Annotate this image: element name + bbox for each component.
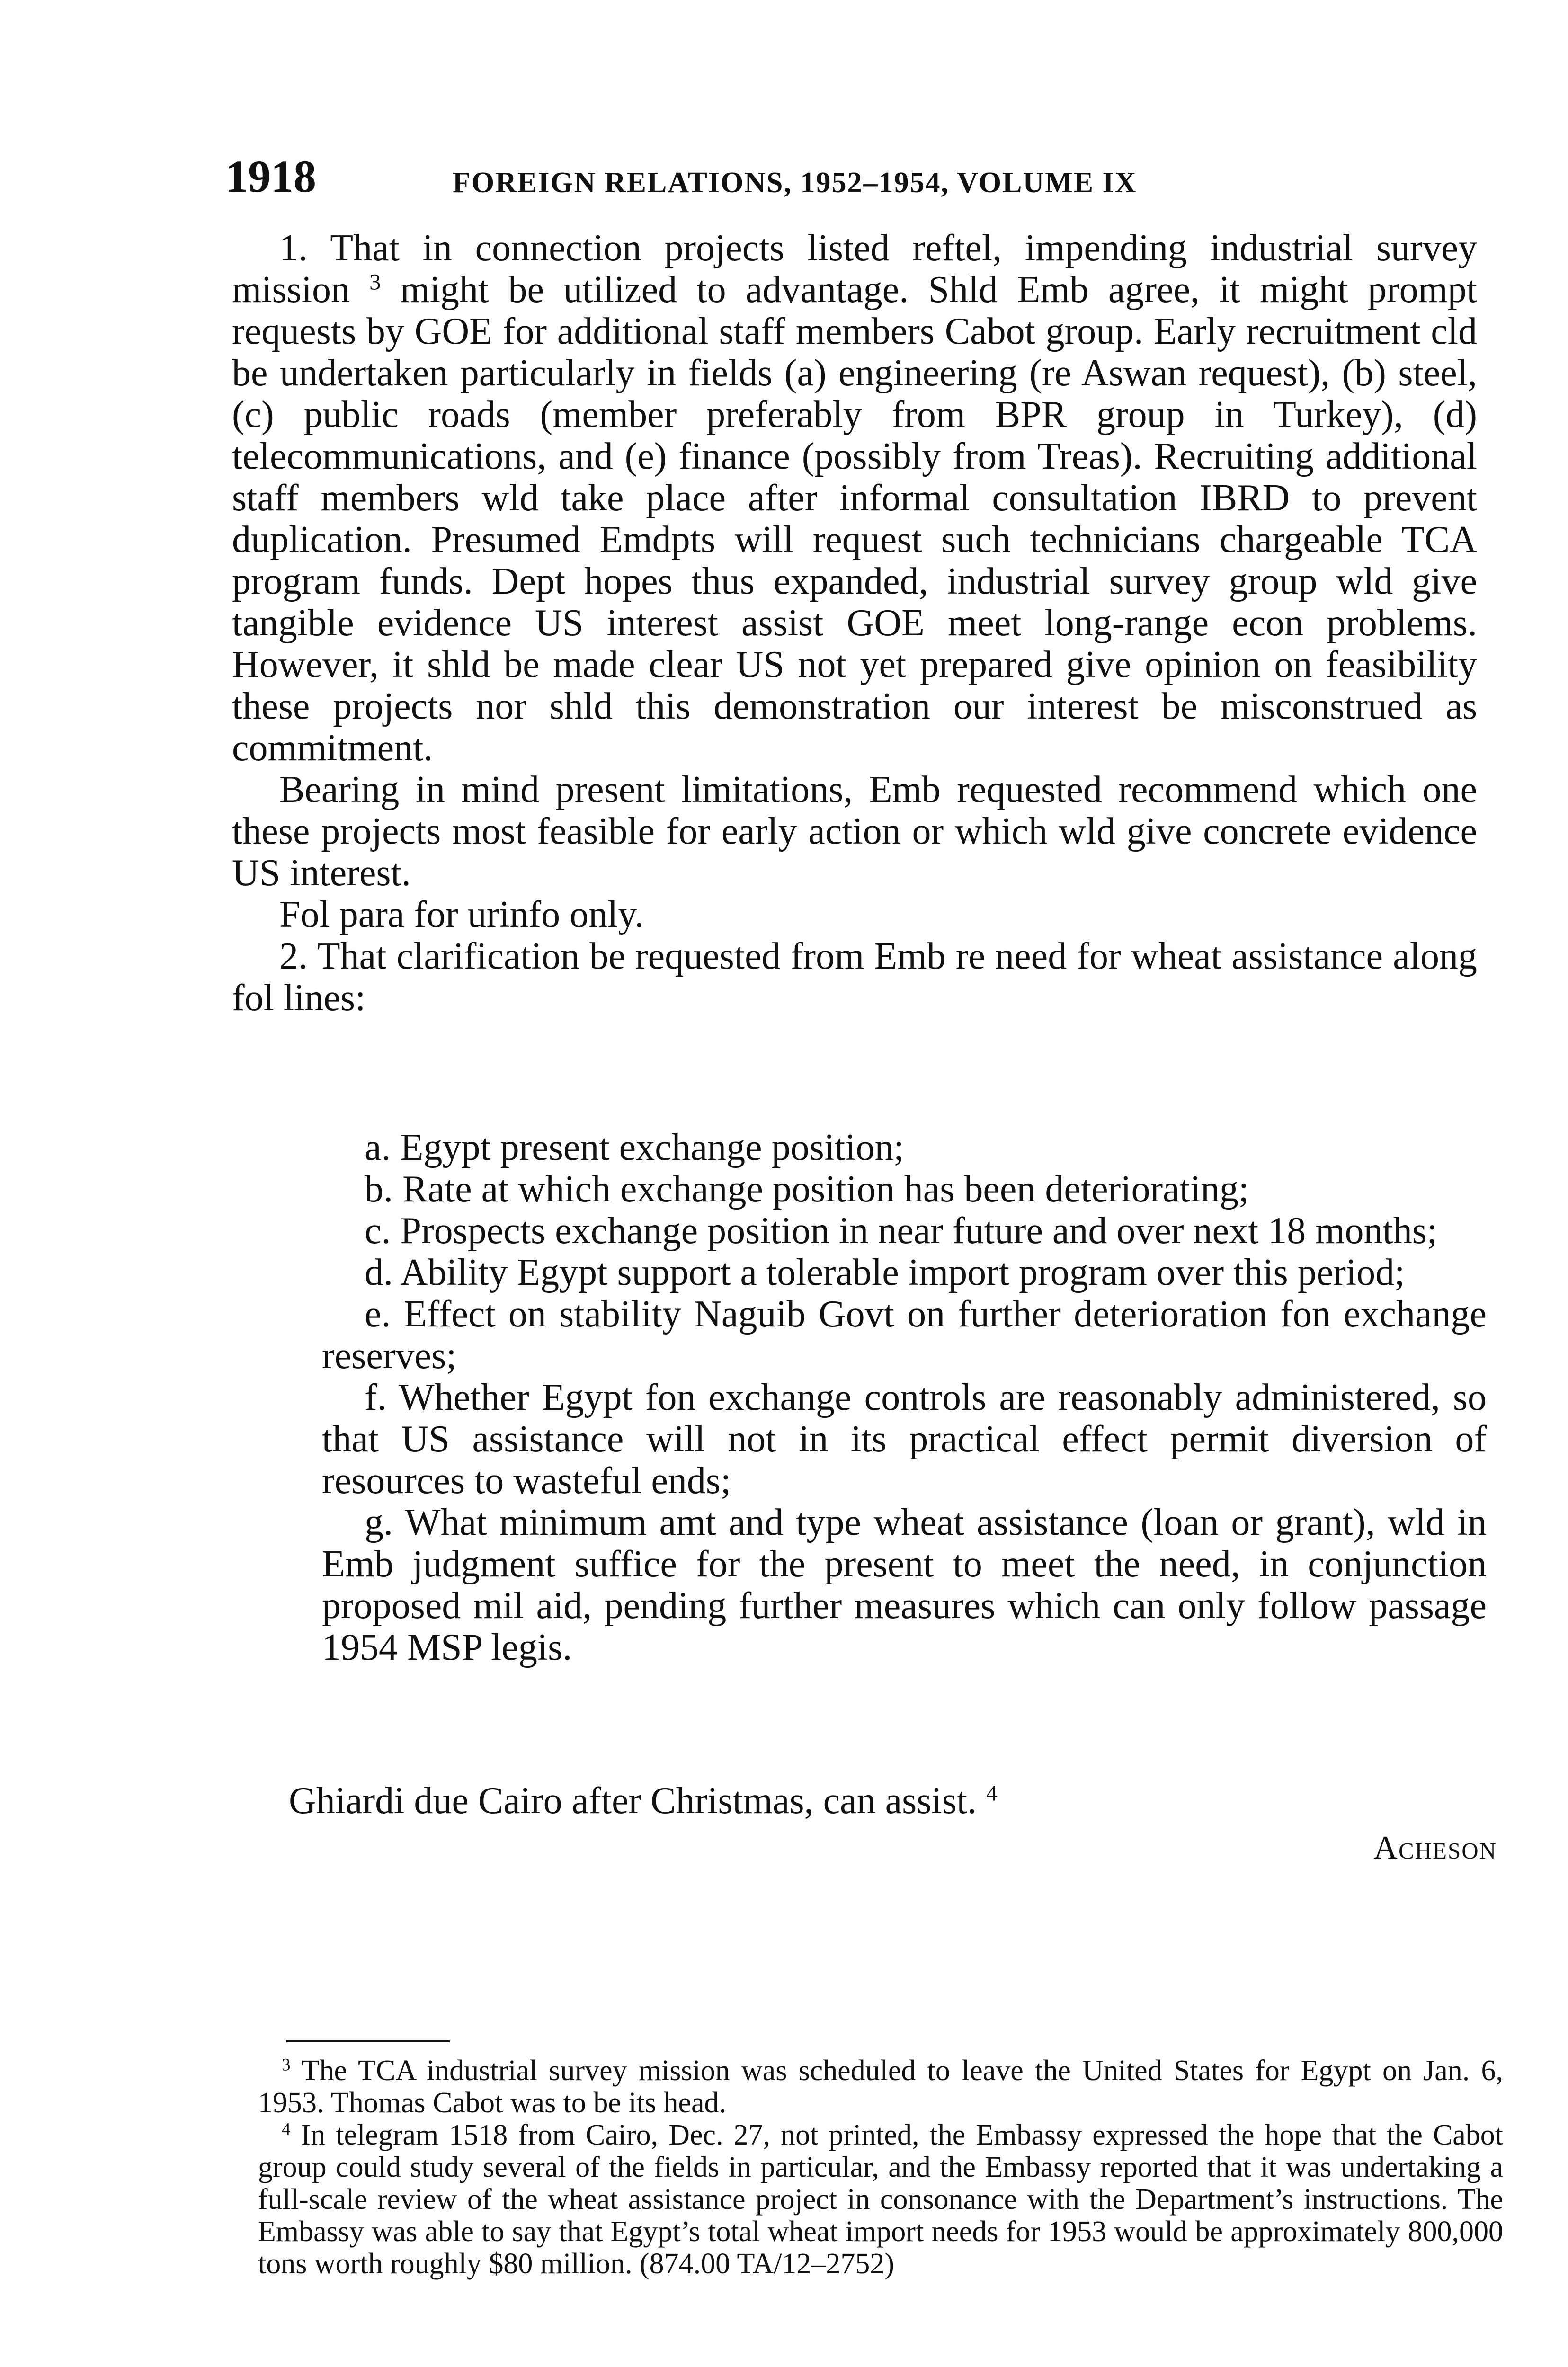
list-item-d: d. Ability Egypt support a tolerable import program over this period;: [365, 1252, 1405, 1293]
paragraph-2: Bearing in mind present limitations, Emb requested recommend which one these projects most feasible for early action or which wld give concrete evidence US interest.: [232, 769, 1477, 894]
footnote-4-mark: 4: [282, 2119, 291, 2139]
list-item-f: f. Whether Egypt fon exchange controls are reasonably administered, so that US assistance will not in its practical effect permit diversion of resources to wasteful ends;: [322, 1377, 1487, 1502]
paragraph-1: [232, 227, 1477, 769]
list-item-c: c. Prospects exchange position in near future and over next 18 months;: [365, 1210, 1438, 1252]
list-item-b: b. Rate at which exchange position has been deteriorating;: [365, 1168, 1249, 1210]
closing-text: Ghiardi due Cairo after Christmas, can assist.: [289, 1780, 977, 1822]
paragraph-3: Fol para for urinfo only.: [279, 894, 644, 935]
footnote-rule: [286, 2040, 450, 2042]
page-header: [225, 151, 1504, 207]
signature: Acheson: [1373, 1830, 1497, 1866]
list-item-a: a. Egypt present exchange position;: [365, 1127, 904, 1168]
clarification-list: [322, 1127, 1487, 1668]
paragraph-1-lead: 1. That in connection projects listed reftel, impending industrial survey mission: [232, 227, 1477, 311]
footnote-ref-3[interactable]: 3: [369, 269, 381, 295]
page-number: 1918: [225, 151, 316, 202]
footnote-4: [258, 2119, 1503, 2280]
list-item-g: g. What minimum amt and type wheat assistance (loan or grant), wld in Emb judgment suffice for the present to meet the need, in conjunction proposed mil aid, pending further measures which can only follow passage 1954 MSP legis.: [322, 1502, 1487, 1668]
footnote-3-mark: 3: [282, 2055, 291, 2075]
footnote-3-text: The TCA industrial survey mission was scheduled to leave the United States for Egypt on Jan. 6, 1953. Thomas Cabot was to be its head.: [258, 2055, 1503, 2119]
telegram-body: [232, 227, 1477, 1019]
footnote-4-text: In telegram 1518 from Cairo, Dec. 27, not printed, the Embassy expressed the hope that the Cabot group could study several of the fields in particular, and the Embassy reported that it was undertaking a full-scale review of the wheat assistance project in consonance with the Department’s instructions. The Embassy was able to say that Egypt’s total wheat import needs for 1953 would be approximately 800,000 tons worth roughly $80 million. (874.00 TA/12–2752): [258, 2119, 1504, 2280]
list-item-e: e. Effect on stability Naguib Govt on further deterioration fon exchange reserves;: [322, 1293, 1487, 1377]
running-head: FOREIGN RELATIONS, 1952–1954, VOLUME IX: [453, 167, 1137, 199]
paragraph-1-rest: might be utilized to advantage. Shld Emb agree, it might prompt requests by GOE for additional staff members Cabot group. Early recruitment cld be undertaken particularly in fields (a) engineering (re Aswan request), (b) steel, (c) public roads (member preferably from BPR group in Turkey), (d) telecommunications, and (e) finance (possibly from Treas). Recruiting additional staff members wld take place after informal consultation IBRD to prevent duplication. Presumed Emdpts will request such technicians chargeable TCA program funds. Dept hopes thus expanded, industrial survey group wld give tangible evidence US interest assist GOE meet long-range econ problems. However, it shld be made clear US not yet prepared give opinion on feasibility these projects nor shld this demonstration our interest be misconstrued as commitment.: [232, 269, 1478, 769]
footnote-ref-4[interactable]: 4: [986, 1780, 998, 1806]
footnotes: [258, 2055, 1503, 2280]
footnote-3: [258, 2055, 1503, 2119]
closing-paragraph: [289, 1780, 1496, 1822]
paragraph-4: 2. That clarification be requested from Emb re need for wheat assistance along fol lines:: [232, 935, 1477, 1019]
